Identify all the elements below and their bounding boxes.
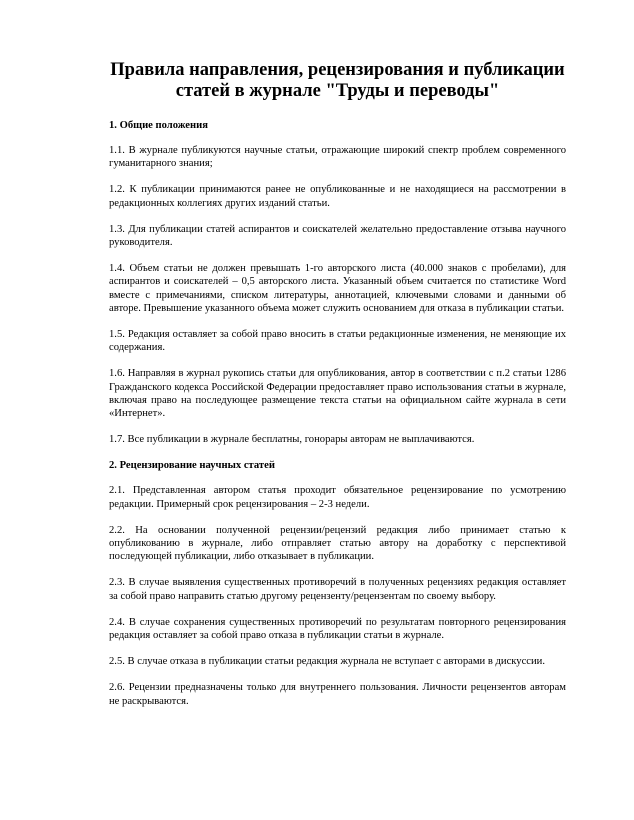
paragraph-1-7: 1.7. Все публикации в журнале бесплатны, гонорары авторам не выплачиваются. <box>109 434 475 446</box>
paragraph-1-4: 1.4. Объем статьи не должен превышать 1-го авторского листа (40.000 знаков с пробелами), для аспирантов и соискателей – 0,5 авторского листа. Указанный объем считается по статистике Word вместе с примечаниями, списком литературы, аннотацией, ключевыми словами и данными об авторе. Превышение указанного объема может служить основанием для отказа в публикации статьи. <box>109 263 566 314</box>
paragraph-1-5: 1.5. Редакция оставляет за собой право вносить в статьи редакционные изменения, не меняющие их содержания. <box>109 329 566 354</box>
paragraph-2-4: 2.4. В случае сохранения существенных противоречий по результатам повторного рецензирования редакция оставляет за собой право отказа в публикации статьи в журнале. <box>109 616 566 642</box>
paragraph-2-3: 2.3. В случае выявления существенных противоречий в полученных рецензиях редакция оставляет за собой право направить статью другому рецензенту/рецензентам по своему выбору. <box>109 577 566 602</box>
title-line-2: статей в журнале "Труды и переводы" <box>175 81 500 101</box>
section-general <box>109 119 566 446</box>
section-heading: 2. Рецензирование научных статей <box>109 460 275 472</box>
paragraph-2-1: 2.1. Представленная автором статья проходит обязательное рецензирование по усмотрению редакции. Примерный срок рецензирования – 2-3 недели. <box>109 485 566 510</box>
title-line-1: Правила направления, рецензирования и публикации <box>110 60 565 80</box>
paragraph-1-1: 1.1. В журнале публикуются научные статьи, отражающие широкий спектр проблем современного гуманитарного знания; <box>109 145 566 170</box>
paragraph-2-6: 2.6. Рецензии предназначены только для внутреннего пользования. Личности рецензентов авторам не раскрываются. <box>109 682 566 707</box>
paragraph-1-3: 1.3. Для публикации статей аспирантов и соискателей желательно предоставление отзыва научного руководителя. <box>109 223 566 249</box>
document-title <box>109 60 566 102</box>
paragraph-2-5: 2.5. В случае отказа в публикации статьи редакция журнала не вступает с авторами в дискуссии. <box>109 656 545 668</box>
paragraph-1-6: 1.6. Направляя в журнал рукопись статьи для опубликования, автор в соответствии с п.2 статьи 1286 Гражданского кодекса Российской Федерации предоставляет право использования статьи в журнале, включая право на последующее размещение текста статьи на официальном сайте журнала в сети «Интернет». <box>109 368 566 420</box>
section-heading: 1. Общие положения <box>109 120 208 131</box>
paragraph-1-2: 1.2. К публикации принимаются ранее не опубликованные и не находящиеся на рассмотрении в редакционных коллегиях других изданий статьи. <box>109 184 566 209</box>
section-reviewing <box>109 459 566 707</box>
paragraph-2-2: 2.2. На основании полученной рецензии/рецензий редакция либо принимает статью к опубликованию в журнале, либо отправляет статью автору на доработку с перспективой последующей публикации, либо отказывает в публикации. <box>109 524 566 563</box>
